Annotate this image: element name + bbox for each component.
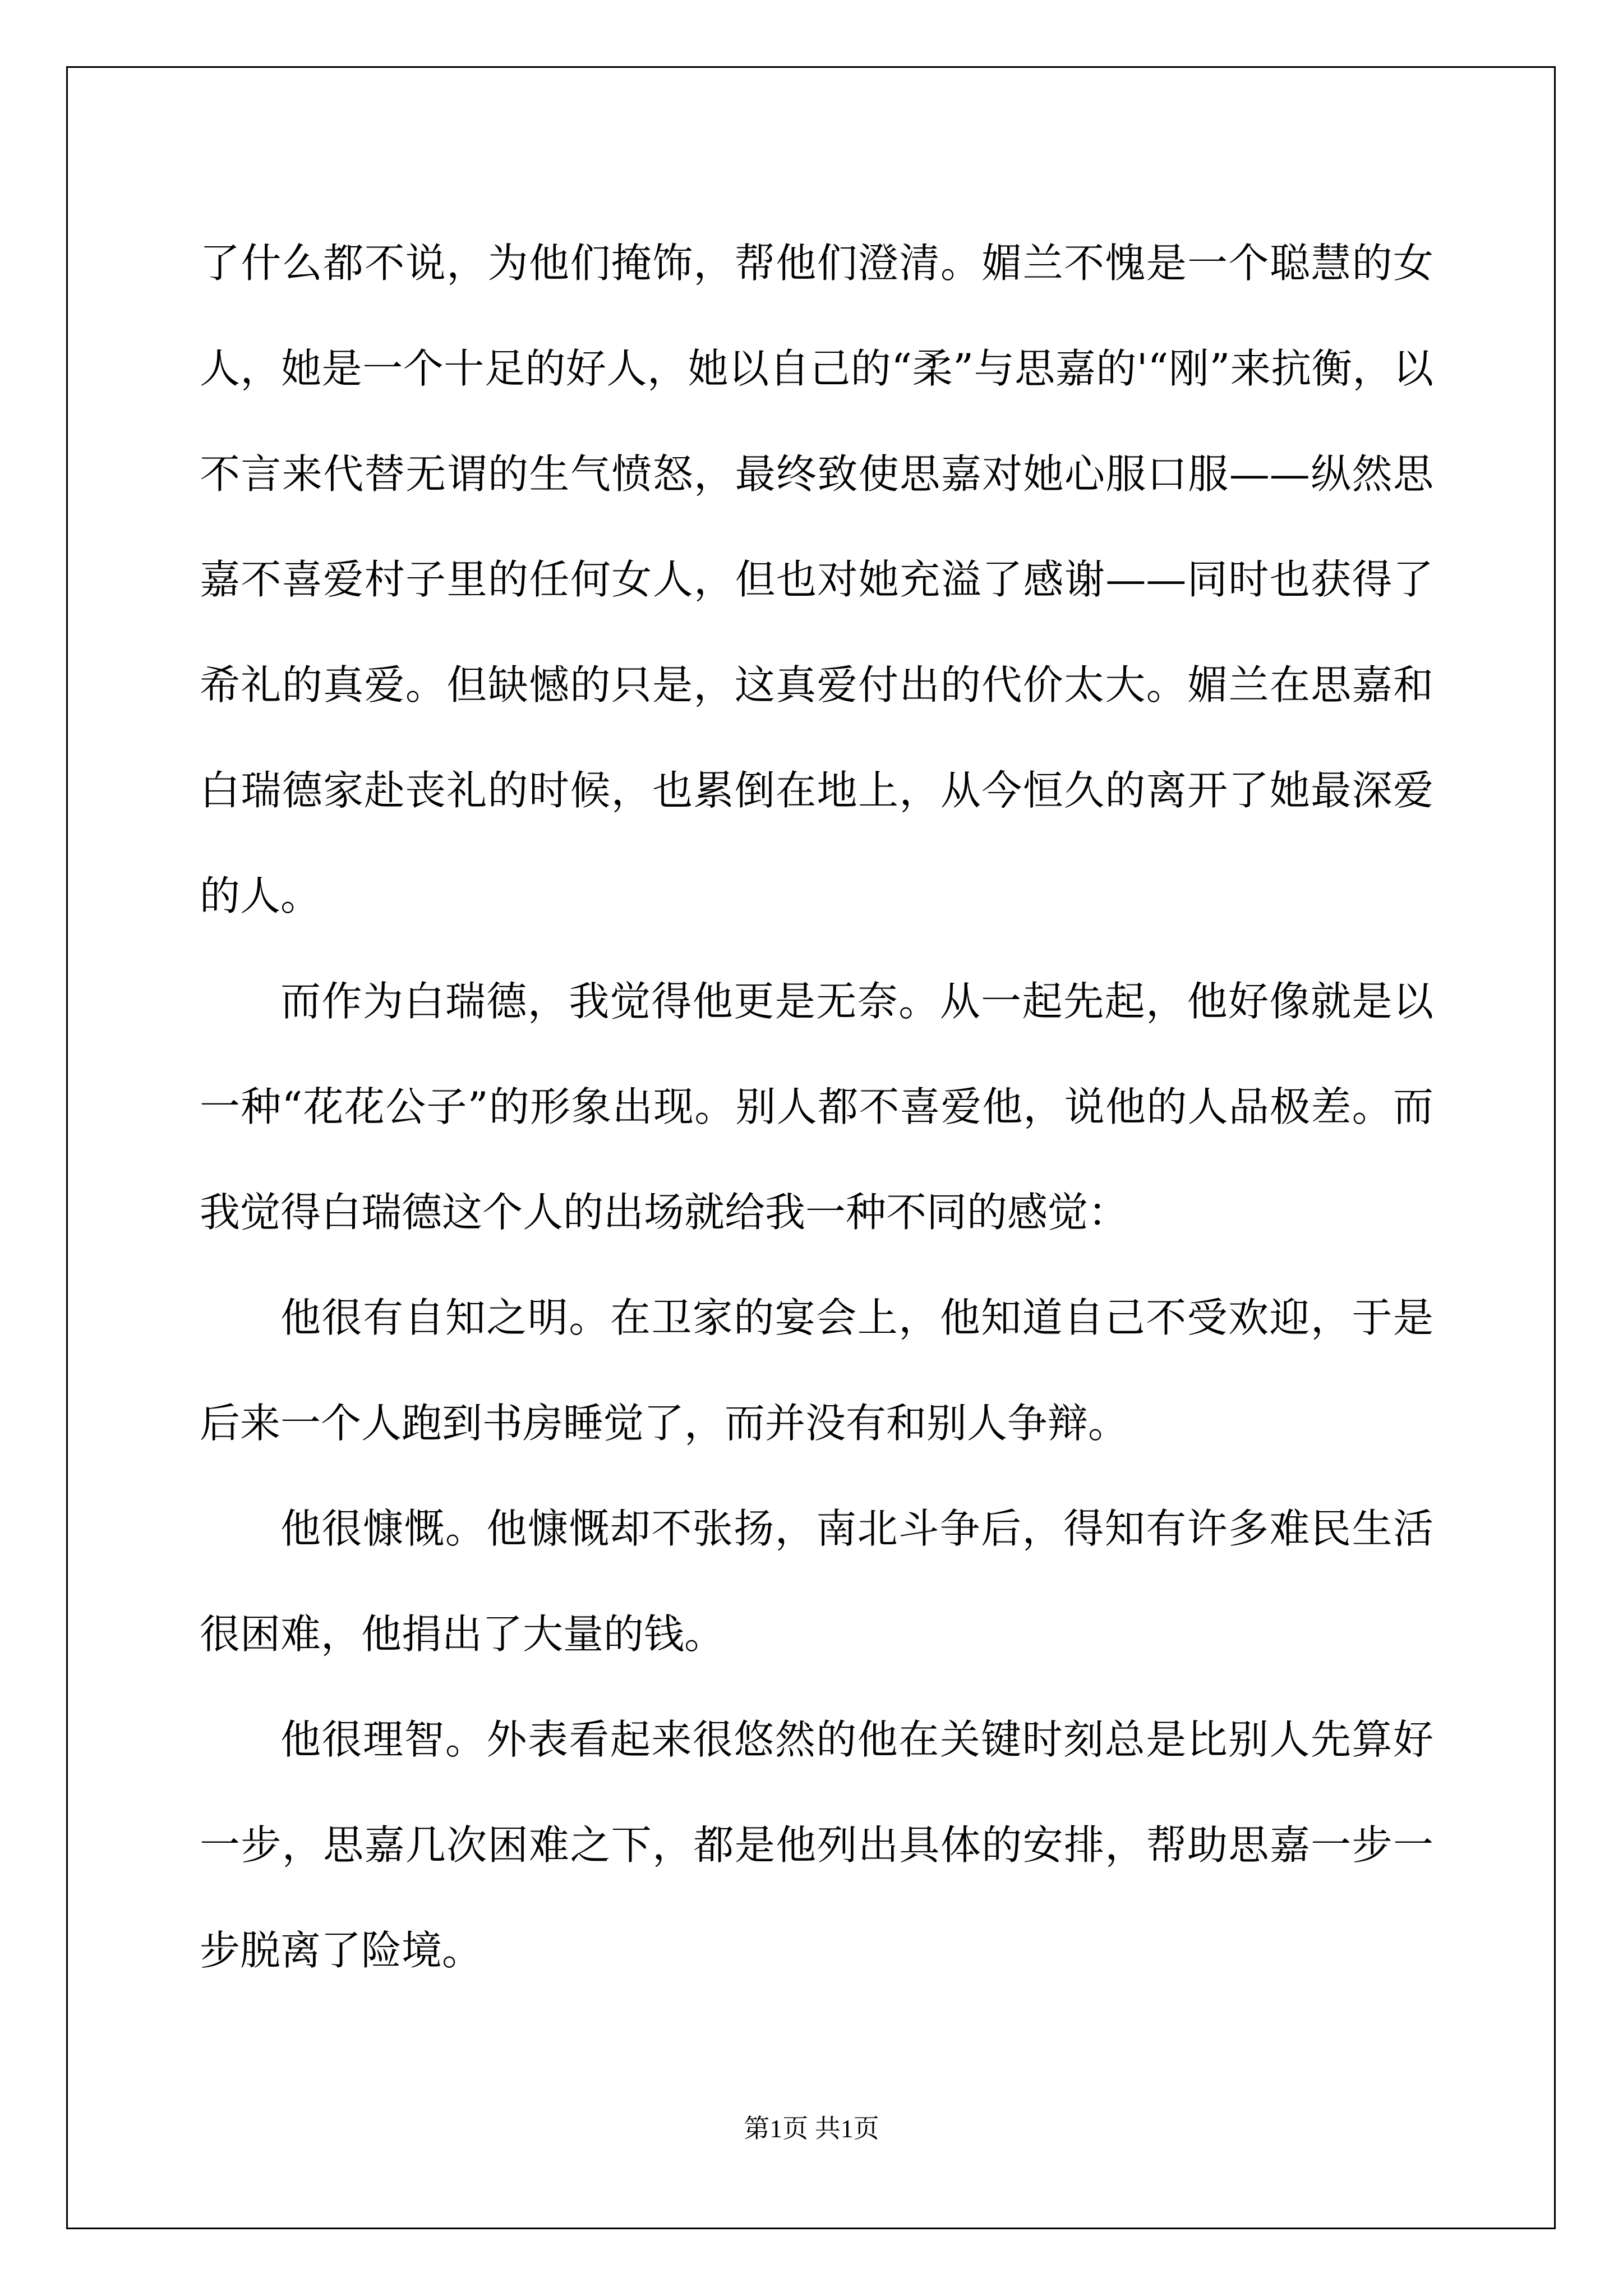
paragraph-4: 他很慷慨。他慷慨却不张扬，南北斗争后，得知有许多难民生活很困难，他捐出了大量的钱。 bbox=[200, 1505, 1433, 1658]
paragraph-3: 他很有自知之明。在卫家的宴会上，他知道自己不受欢迎，于是后来一个人跑到书房睡觉了，而并没有和别人争辩。 bbox=[200, 1294, 1433, 1447]
paragraph-2: 而作为白瑞德，我觉得他更是无奈。从一起先起，他好像就是以一种“花花公子”的形象出现。别人都不喜爱他，说他的人品极差。而我觉得白瑞德这个人的出场就给我一种不同的感觉： bbox=[200, 978, 1433, 1236]
paragraph-5: 他很理智。外表看起来很悠然的他在关键时刻总是比别人先算好一步，思嘉几次困难之下，都是他列出具体的安排，帮助思嘉一步一步脱离了险境。 bbox=[200, 1716, 1433, 1974]
paragraph-1: 了什么都不说，为他们掩饰，帮他们澄清。媚兰不愧是一个聪慧的女人，她是一个十足的好人，她以自己的“柔”与思嘉的'“刚”来抗衡，以不言来代替无谓的生气愤怒，最终致使思嘉对她心服口服——纵然思嘉不喜爱村子里的任何女人，但也对她充溢了感谢——同时也获得了希礼的真爱。但缺憾的只是，这真爱付出的代价太大。媚兰在思嘉和白瑞德家赴丧礼的时候，也累倒在地上，从今恒久的离开了她最深爱的人。 bbox=[200, 240, 1433, 919]
page-footer: 第1页 共1页 bbox=[744, 2114, 879, 2143]
document-body bbox=[200, 210, 1433, 2003]
